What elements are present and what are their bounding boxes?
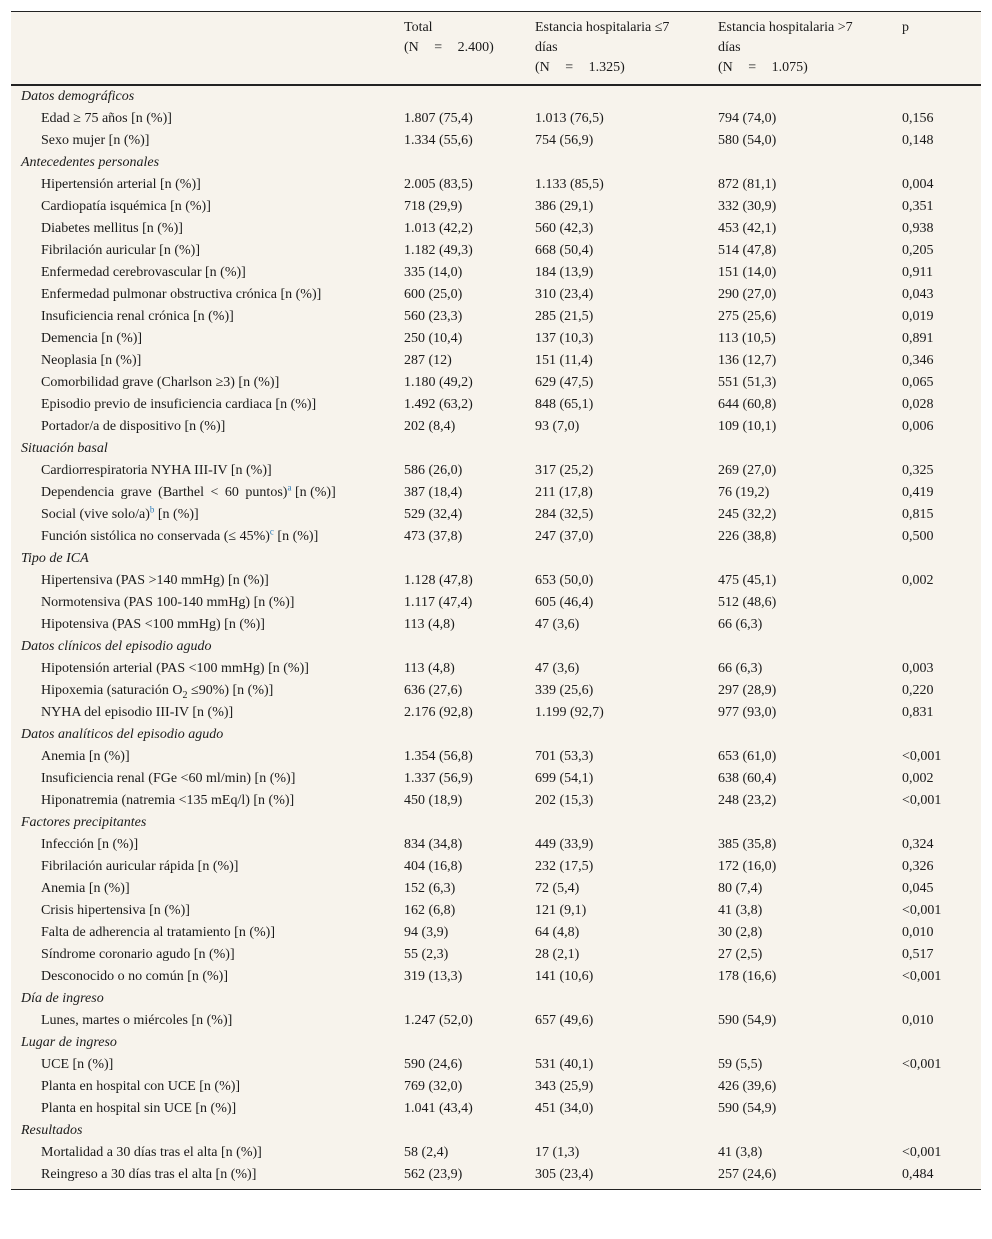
- cell-long: 426 (39,6): [718, 1079, 777, 1094]
- cell-p: [892, 614, 981, 636]
- row-label: Insuficiencia renal crónica [n (%)]: [41, 309, 234, 324]
- cell-long: 644 (60,8): [718, 397, 777, 412]
- row-label: Hipertensión arterial [n (%)]: [41, 177, 201, 192]
- cell-p: 0,326: [902, 859, 934, 874]
- cell-total: 250 (10,4): [404, 331, 463, 346]
- row-label: Fibrilación auricular rápida [n (%)]: [41, 859, 239, 874]
- table-row: [11, 108, 981, 130]
- table-row: [11, 196, 981, 218]
- data-table: [11, 12, 981, 1189]
- table-row: [11, 878, 981, 900]
- cell-long: 66 (6,3): [718, 661, 763, 676]
- cell-short: 64 (4,8): [535, 925, 580, 940]
- section-header-row: [11, 988, 981, 1010]
- cell-total: 1.013 (42,2): [404, 221, 473, 236]
- table-row: [11, 262, 981, 284]
- cell-total: 287 (12): [404, 353, 452, 368]
- cell-short: 72 (5,4): [535, 881, 580, 896]
- cell-p: 0,043: [902, 287, 934, 302]
- table-row: [11, 394, 981, 416]
- table-row: [11, 218, 981, 240]
- cell-short: 605 (46,4): [535, 595, 594, 610]
- cell-total: 1.128 (47,8): [404, 573, 473, 588]
- cell-total: 2.176 (92,8): [404, 705, 473, 720]
- cell-p: 0,028: [902, 397, 934, 412]
- row-label: Crisis hipertensiva [n (%)]: [41, 903, 190, 918]
- cell-total: 1.182 (49,3): [404, 243, 473, 258]
- row-label: Síndrome coronario agudo [n (%)]: [41, 947, 235, 962]
- table-row: [11, 526, 981, 548]
- cell-p: <0,001: [902, 1057, 942, 1072]
- cell-long: 178 (16,6): [718, 969, 777, 984]
- cell-p: <0,001: [902, 903, 942, 918]
- cell-short: 121 (9,1): [535, 903, 587, 918]
- table-row: [11, 922, 981, 944]
- table-header: [11, 12, 981, 85]
- cell-p: 0,891: [902, 331, 934, 346]
- row-label: Edad ≥ 75 años [n (%)]: [41, 111, 172, 126]
- row-label: Enfermedad pulmonar obstructiva crónica [n (%)]: [41, 287, 322, 302]
- cell-short: 701 (53,3): [535, 749, 594, 764]
- table-row: [11, 328, 981, 350]
- cell-short: 668 (50,4): [535, 243, 594, 258]
- row-label: Portador/a de dispositivo [n (%)]: [41, 419, 226, 434]
- section-header-row: [11, 1032, 981, 1054]
- section-header-row: [11, 85, 981, 108]
- cell-short: 531 (40,1): [535, 1057, 594, 1072]
- cell-total: 202 (8,4): [404, 419, 456, 434]
- cell-long: 113 (10,5): [718, 331, 776, 346]
- cell-p: 0,325: [902, 463, 934, 478]
- cell-total: 834 (34,8): [404, 837, 463, 852]
- table-body-part2: [11, 548, 981, 680]
- row-label: Reingreso a 30 días tras el alta [n (%)]: [41, 1167, 257, 1182]
- cell-short: 629 (47,5): [535, 375, 594, 390]
- cell-long: 385 (35,8): [718, 837, 777, 852]
- cell-p: <0,001: [902, 793, 942, 808]
- header-stay-long: Estancia hospitalaria >7 días (N = 1.075): [708, 12, 892, 85]
- cell-total: 319 (13,3): [404, 969, 463, 984]
- cell-total: 58 (2,4): [404, 1145, 449, 1160]
- row-label: Anemia [n (%)]: [41, 881, 130, 896]
- cell-long: 66 (6,3): [718, 617, 763, 632]
- cell-long: 275 (25,6): [718, 309, 777, 324]
- cell-total: 636 (27,6): [404, 683, 463, 698]
- cell-p: 0,003: [902, 661, 934, 676]
- cell-short: 339 (25,6): [535, 683, 594, 698]
- cell-short: 386 (29,1): [535, 199, 594, 214]
- row-label: Desconocido o no común [n (%)]: [41, 969, 229, 984]
- table-row: [11, 834, 981, 856]
- section-title: Datos analíticos del episodio agudo: [21, 727, 224, 742]
- section-header-row: [11, 724, 981, 746]
- table-body-clinical: [11, 680, 981, 724]
- cell-total: 586 (26,0): [404, 463, 463, 478]
- row-label: Infección [n (%)]: [41, 837, 139, 852]
- cell-short: 1.199 (92,7): [535, 705, 604, 720]
- cell-total: 1.247 (52,0): [404, 1013, 473, 1028]
- cell-p: 0,156: [902, 111, 934, 126]
- table-row: [11, 658, 981, 680]
- cell-p: [892, 592, 981, 614]
- row-label: Fibrilación auricular [n (%)]: [41, 243, 200, 258]
- cell-short: 1.013 (76,5): [535, 111, 604, 126]
- section-title: Situación basal: [21, 441, 108, 456]
- row-label: Demencia [n (%)]: [41, 331, 143, 346]
- cell-long: 41 (3,8): [718, 1145, 763, 1160]
- cell-long: 30 (2,8): [718, 925, 763, 940]
- cell-total: 55 (2,3): [404, 947, 449, 962]
- table-body-special: [11, 482, 981, 548]
- cell-long: 136 (12,7): [718, 353, 777, 368]
- row-label: Social (vive solo/a)$^b$ [n (%)]: [41, 504, 199, 522]
- table-row: [11, 1054, 981, 1076]
- cell-short: 310 (23,4): [535, 287, 594, 302]
- row-label: Hipertensiva (PAS >140 mmHg) [n (%)]: [41, 573, 269, 588]
- cell-long: 638 (60,4): [718, 771, 777, 786]
- cell-p: 0,938: [902, 221, 934, 236]
- cell-p: [892, 1076, 981, 1098]
- cell-long: 297 (28,9): [718, 683, 777, 698]
- row-label: Hipotensión arterial (PAS <100 mmHg) [n (%)]: [41, 661, 309, 676]
- cell-long: 248 (23,2): [718, 793, 777, 808]
- cell-long: 512 (48,6): [718, 595, 777, 610]
- table-row: [11, 856, 981, 878]
- cell-long: 332 (30,9): [718, 199, 777, 214]
- cell-total: 2.005 (83,5): [404, 177, 473, 192]
- table-row: [11, 306, 981, 328]
- cell-p: 0,831: [902, 705, 934, 720]
- cell-long: 590 (54,9): [718, 1101, 777, 1116]
- cell-short: 202 (15,3): [535, 793, 594, 808]
- row-label: Planta en hospital con UCE [n (%)]: [41, 1079, 241, 1094]
- cell-long: 977 (93,0): [718, 705, 777, 720]
- row-label: Sexo mujer [n (%)]: [41, 133, 150, 148]
- cell-short: 449 (33,9): [535, 837, 594, 852]
- table-row: [11, 130, 981, 152]
- table-row: [11, 1142, 981, 1164]
- row-label: NYHA del episodio III-IV [n (%)]: [41, 705, 234, 720]
- cell-short: 657 (49,6): [535, 1013, 594, 1028]
- cell-short: 247 (37,0): [535, 529, 594, 544]
- cell-long: 80 (7,4): [718, 881, 763, 896]
- cell-short: 141 (10,6): [535, 969, 594, 984]
- table-row: [11, 372, 981, 394]
- cell-p: 0,911: [902, 265, 933, 280]
- row-label: Dependencia grave (Barthel < 60 puntos)$^a$ [n (%)]: [41, 482, 336, 500]
- cell-short: 653 (50,0): [535, 573, 594, 588]
- table-row: [11, 460, 981, 482]
- cell-p: 0,324: [902, 837, 934, 852]
- cell-long: 59 (5,5): [718, 1057, 763, 1072]
- row-label: Enfermedad cerebrovascular [n (%)]: [41, 265, 246, 280]
- header-total: Total (N = 2.400): [394, 12, 525, 85]
- cell-total: 1.334 (55,6): [404, 133, 473, 148]
- cell-short: 285 (21,5): [535, 309, 594, 324]
- cell-short: 17 (1,3): [535, 1145, 580, 1160]
- table-row: [11, 1098, 981, 1120]
- section-header-row: [11, 1120, 981, 1142]
- cell-total: 113 (4,8): [404, 661, 455, 676]
- cell-p: <0,001: [902, 1145, 942, 1160]
- cell-long: 269 (27,0): [718, 463, 777, 478]
- table-row: [11, 680, 981, 702]
- cell-total: 1.337 (56,9): [404, 771, 473, 786]
- cell-long: 226 (38,8): [718, 529, 777, 544]
- cell-total: 1.041 (43,4): [404, 1101, 473, 1116]
- section-title: Datos demográficos: [21, 89, 135, 104]
- cell-total: 718 (29,9): [404, 199, 463, 214]
- table-row: [11, 1076, 981, 1098]
- cell-p: 0,019: [902, 309, 934, 324]
- cell-short: 451 (34,0): [535, 1101, 594, 1116]
- cell-total: 450 (18,9): [404, 793, 463, 808]
- table-row: [11, 284, 981, 306]
- header-stay-short: Estancia hospitalaria ≤7 días (N = 1.325): [525, 12, 708, 85]
- cell-total: 769 (32,0): [404, 1079, 463, 1094]
- cell-total: 94 (3,9): [404, 925, 449, 940]
- cell-p: 0,205: [902, 243, 934, 258]
- cell-short: 284 (32,5): [535, 507, 594, 522]
- cell-long: 580 (54,0): [718, 133, 777, 148]
- cell-long: 27 (2,5): [718, 947, 763, 962]
- cell-total: 152 (6,3): [404, 881, 456, 896]
- cell-p: 0,002: [902, 573, 934, 588]
- cell-short: 305 (23,4): [535, 1167, 594, 1182]
- table-row: [11, 350, 981, 372]
- cell-long: 551 (51,3): [718, 375, 777, 390]
- cell-p: 0,419: [902, 485, 934, 500]
- cell-long: 453 (42,1): [718, 221, 777, 236]
- cell-short: 211 (17,8): [535, 485, 593, 500]
- cell-short: 1.133 (85,5): [535, 177, 604, 192]
- cell-short: 343 (25,9): [535, 1079, 594, 1094]
- section-title: Antecedentes personales: [21, 155, 160, 170]
- row-label: Hipoxemia (saturación $O_2 \le 90\%$) [n (%)]: [41, 683, 274, 701]
- cell-total: 1.807 (75,4): [404, 111, 473, 126]
- cell-p: 0,484: [902, 1167, 934, 1182]
- cell-total: 1.354 (56,8): [404, 749, 473, 764]
- header-p-value: p: [892, 12, 981, 85]
- cell-total: 404 (16,8): [404, 859, 463, 874]
- cell-long: 590 (54,9): [718, 1013, 777, 1028]
- cell-p: 0,010: [902, 925, 934, 940]
- table-row: [11, 416, 981, 438]
- cell-short: 137 (10,3): [535, 331, 594, 346]
- cell-p: 0,010: [902, 1013, 934, 1028]
- cell-total: 1.180 (49,2): [404, 375, 473, 390]
- cell-short: 232 (17,5): [535, 859, 594, 874]
- table-row: [11, 570, 981, 592]
- row-label: Falta de adherencia al tratamiento [n (%)]: [41, 925, 275, 940]
- table-row: [11, 1010, 981, 1032]
- cell-short: 699 (54,1): [535, 771, 594, 786]
- cell-p: 0,065: [902, 375, 934, 390]
- row-label: Insuficiencia renal (FGe <60 ml/min) [n (%)]: [41, 771, 296, 786]
- cell-p: 0,500: [902, 529, 934, 544]
- cell-long: 257 (24,6): [718, 1167, 777, 1182]
- cell-short: 848 (65,1): [535, 397, 594, 412]
- cell-p: 0,148: [902, 133, 934, 148]
- cell-short: 28 (2,1): [535, 947, 580, 962]
- cell-total: 529 (32,4): [404, 507, 463, 522]
- cell-short: 151 (11,4): [535, 353, 593, 368]
- cell-p: 0,002: [902, 771, 934, 786]
- cell-total: 473 (37,8): [404, 529, 463, 544]
- table-row: [11, 174, 981, 196]
- cell-short: 47 (3,6): [535, 617, 580, 632]
- cell-short: 47 (3,6): [535, 661, 580, 676]
- row-label: UCE [n (%)]: [41, 1057, 114, 1072]
- cell-long: 109 (10,1): [718, 419, 777, 434]
- row-label: Anemia [n (%)]: [41, 749, 130, 764]
- cell-short: 184 (13,9): [535, 265, 594, 280]
- cell-total: 1.117 (47,4): [404, 595, 473, 610]
- row-label: Comorbilidad grave (Charlson ≥3) [n (%)]: [41, 375, 280, 390]
- row-label: Función sistólica no conservada (≤ 45%)$^c$ [n (%)]: [41, 526, 319, 544]
- cell-p: 0,517: [902, 947, 934, 962]
- cell-long: 653 (61,0): [718, 749, 777, 764]
- row-label: Hipotensiva (PAS <100 mmHg) [n (%)]: [41, 617, 265, 632]
- section-title: Factores precipitantes: [21, 815, 147, 830]
- table-body-part1: [11, 85, 981, 482]
- cell-long: 475 (45,1): [718, 573, 777, 588]
- table-row: [11, 768, 981, 790]
- section-title: Datos clínicos del episodio agudo: [21, 639, 212, 654]
- row-label: Diabetes mellitus [n (%)]: [41, 221, 183, 236]
- cell-total: 387 (18,4): [404, 485, 463, 500]
- cell-long: 151 (14,0): [718, 265, 777, 280]
- row-label: Neoplasia [n (%)]: [41, 353, 142, 368]
- table-row: [11, 900, 981, 922]
- cell-p: 0,815: [902, 507, 934, 522]
- cell-short: 317 (25,2): [535, 463, 594, 478]
- cell-total: 1.492 (63,2): [404, 397, 473, 412]
- section-title: Día de ingreso: [21, 991, 104, 1006]
- cell-short: 754 (56,9): [535, 133, 594, 148]
- row-label: Hiponatremia (natremia <135 mEq/l) [n (%)]: [41, 793, 295, 808]
- cell-long: 172 (16,0): [718, 859, 777, 874]
- table-row: [11, 1164, 981, 1189]
- cell-short: 93 (7,0): [535, 419, 580, 434]
- cell-p: 0,351: [902, 199, 934, 214]
- table-body-part3: [11, 724, 981, 1189]
- section-title: Tipo de ICA: [21, 551, 89, 566]
- table-row: [11, 240, 981, 262]
- cell-p: 0,045: [902, 881, 934, 896]
- row-label: Planta en hospital sin UCE [n (%)]: [41, 1101, 237, 1116]
- cell-p: 0,346: [902, 353, 934, 368]
- cell-p: 0,006: [902, 419, 934, 434]
- cell-long: 794 (74,0): [718, 111, 777, 126]
- table-row: [11, 966, 981, 988]
- section-header-row: [11, 636, 981, 658]
- table-row: [11, 504, 981, 526]
- cell-total: 600 (25,0): [404, 287, 463, 302]
- cell-total: 162 (6,8): [404, 903, 456, 918]
- table-row: [11, 614, 981, 636]
- cell-long: 41 (3,8): [718, 903, 763, 918]
- cell-total: 335 (14,0): [404, 265, 463, 280]
- table-row: [11, 746, 981, 768]
- cell-short: 560 (42,3): [535, 221, 594, 236]
- cell-p: <0,001: [902, 969, 942, 984]
- table-row: [11, 944, 981, 966]
- section-header-row: [11, 152, 981, 174]
- row-label: Episodio previo de insuficiencia cardiaca [n (%)]: [41, 397, 317, 412]
- section-header-row: [11, 438, 981, 460]
- cell-long: 872 (81,1): [718, 177, 777, 192]
- row-label: Mortalidad a 30 días tras el alta [n (%)]: [41, 1145, 262, 1160]
- cell-p: 0,220: [902, 683, 934, 698]
- cell-p: <0,001: [902, 749, 942, 764]
- section-header-row: [11, 548, 981, 570]
- cell-long: 76 (19,2): [718, 485, 770, 500]
- section-header-row: [11, 812, 981, 834]
- row-label: Cardiorrespiratoria NYHA III-IV [n (%)]: [41, 463, 272, 478]
- table-row: [11, 482, 981, 504]
- cell-long: 245 (32,2): [718, 507, 777, 522]
- cell-p: [892, 1098, 981, 1120]
- table-container: [11, 11, 981, 1190]
- table-row: [11, 702, 981, 724]
- section-title: Resultados: [21, 1123, 83, 1138]
- row-label: Normotensiva (PAS 100-140 mmHg) [n (%)]: [41, 595, 295, 610]
- row-label: Cardiopatía isquémica [n (%)]: [41, 199, 211, 214]
- cell-total: 590 (24,6): [404, 1057, 463, 1072]
- cell-long: 290 (27,0): [718, 287, 777, 302]
- header-empty: [11, 12, 394, 85]
- row-label: Lunes, martes o miércoles [n (%)]: [41, 1013, 233, 1028]
- section-title: Lugar de ingreso: [21, 1035, 117, 1050]
- cell-p: 0,004: [902, 177, 934, 192]
- cell-total: 560 (23,3): [404, 309, 463, 324]
- cell-long: 514 (47,8): [718, 243, 777, 258]
- cell-total: 562 (23,9): [404, 1167, 463, 1182]
- table-row: [11, 790, 981, 812]
- table-row: [11, 592, 981, 614]
- cell-total: 113 (4,8): [404, 617, 455, 632]
